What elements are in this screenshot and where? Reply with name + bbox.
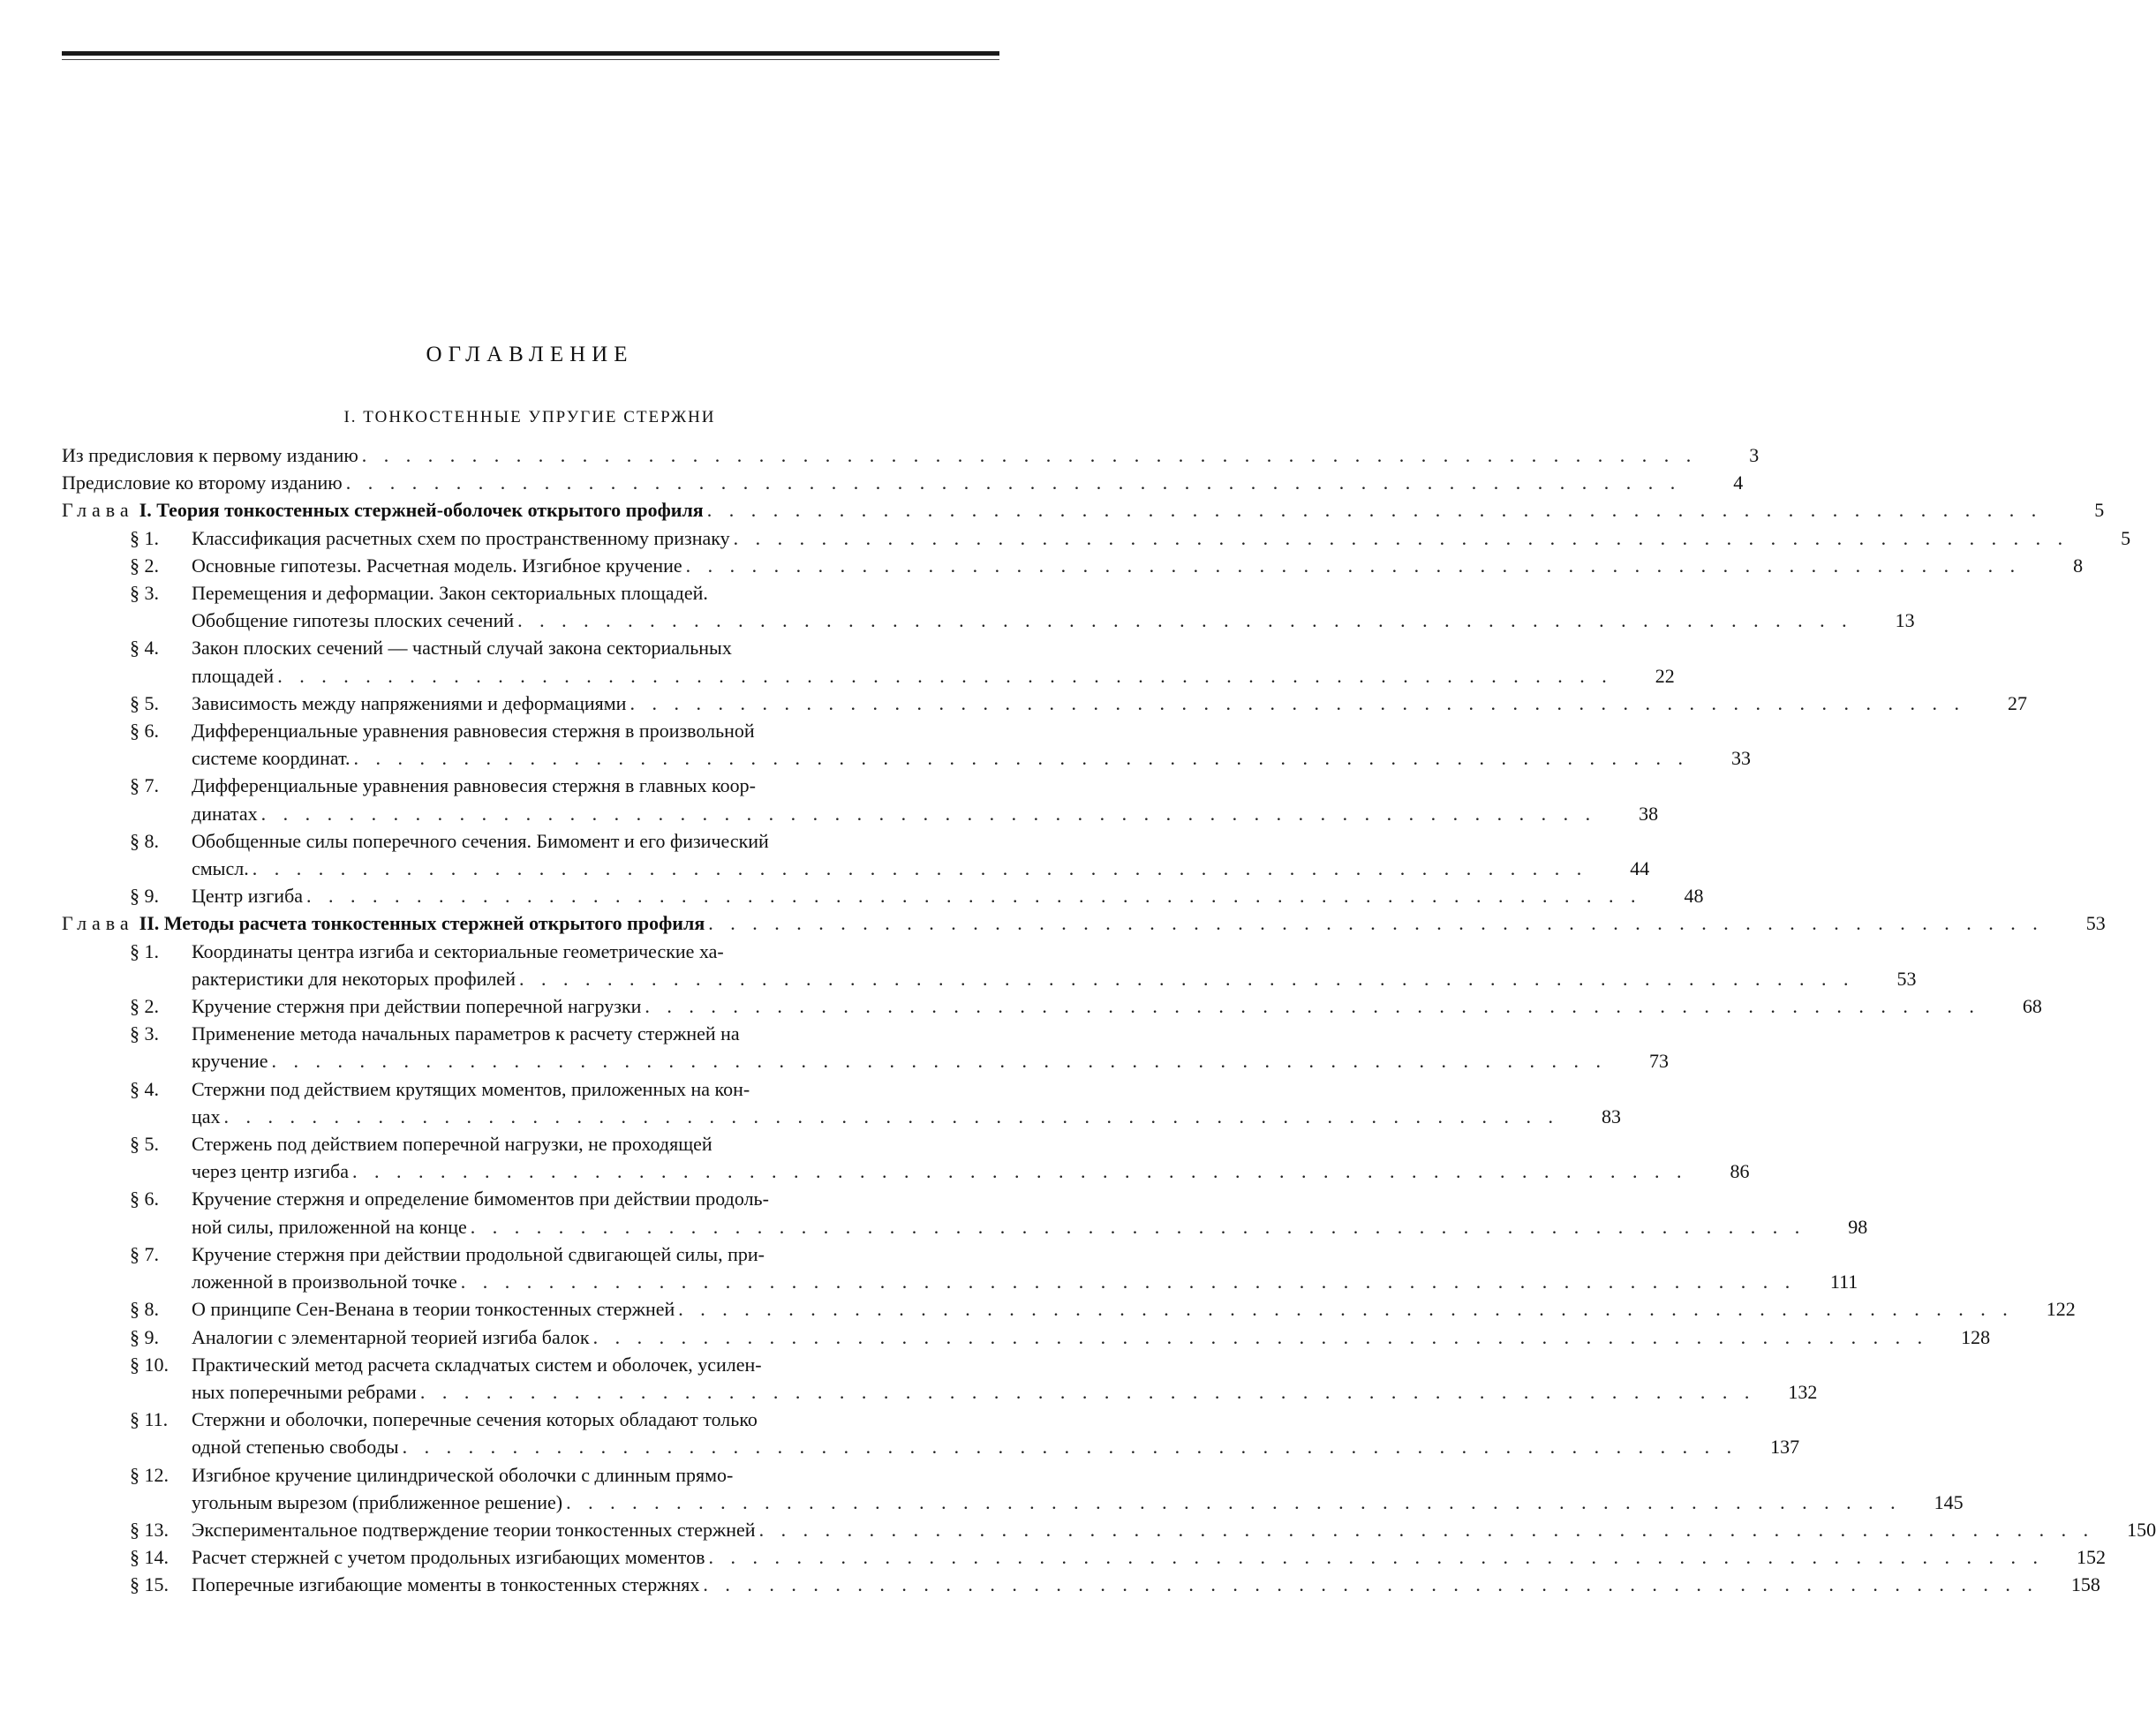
page-number: 5 — [2094, 499, 2105, 522]
toc-section — [62, 634, 1675, 689]
leader-dots: . . . . . . . . . . . . . . . . . . . . . . . . . . . . . . . . . . . . . . . . . . . . . . . . . . . . . . . . . . . . . — [758, 1518, 2095, 1541]
entry-text: Стержни и оболочки, поперечные сечения которых обладают только — [192, 1408, 758, 1431]
entry-text: Стержни под действием крутящих моментов, приложенных на кон- — [192, 1077, 750, 1100]
section-number: § 8. — [130, 829, 159, 852]
entry-text: Центр изгиба — [192, 885, 304, 908]
leader-dots: . . . . . . . . . . . . . . . . . . . . . . . . . . . . . . . . . . . . . . . . . . . . . . . . . . . . . . . . . . . . . — [629, 691, 1965, 714]
entry-text: I. Теория тонкостенных стержней-оболочек открытого профиля — [139, 499, 704, 522]
page-number: 38 — [1639, 802, 1659, 825]
leader-dots: . . . . . . . . . . . . . . . . . . . . . . . . . . . . . . . . . . . . . . . . . . . . . . . . . . . . . . . . . . . . . — [260, 802, 1597, 825]
toc-section — [62, 1185, 1868, 1240]
leader-dots: . . . . . . . . . . . . . . . . . . . . . . . . . . . . . . . . . . . . . . . . . . . . . . . . . . . . . . . . . . . . . — [703, 1573, 2039, 1596]
page-number: 132 — [1788, 1380, 1818, 1403]
leader-dots: . . . . . . . . . . . . . . . . . . . . . . . . . . . . . . . . . . . . . . . . . . . . . . . . . . . . . . . . . . . . . — [645, 995, 1980, 1018]
leader-dots: . . . . . . . . . . . . . . . . . . . . . . . . . . . . . . . . . . . . . . . . . . . . . . . . . . . . . . . . . . . . . — [402, 1436, 1738, 1459]
toc-section — [62, 772, 1659, 826]
section-number: § 4. — [130, 1077, 159, 1100]
page-number: 3 — [1749, 444, 1760, 466]
section-number: § 7. — [130, 1242, 159, 1265]
page-number: 13 — [1895, 609, 1915, 632]
chapter-label: Глава — [62, 499, 134, 522]
toc-section — [62, 882, 1704, 909]
entry-text: Кручение стержня и определение бимоментов при действии продоль- — [192, 1188, 769, 1210]
leader-dots: . . . . . . . . . . . . . . . . . . . . . . . . . . . . . . . . . . . . . . . . . . . . . . . . . . . . . . . . . . . . . — [678, 1298, 2014, 1321]
entry-text: Закон плоских сечений — частный случай закона секториальных — [192, 637, 732, 660]
leader-dots: . . . . . . . . . . . . . . . . . . . . . . . . . . . . . . . . . . . . . . . . . . . . . . . . . . . . . . . . . . . . . — [470, 1215, 1806, 1238]
section-number: § 6. — [130, 1188, 159, 1210]
entry-text: системе координат. — [192, 747, 351, 770]
entry-text: угольным вырезом (приближенное решение) — [192, 1490, 563, 1513]
entry-text: Кручение стержня при действии поперечной нагрузки — [192, 995, 642, 1018]
page-number: 8 — [2073, 554, 2084, 577]
section-number: § 14. — [130, 1546, 169, 1569]
leader-dots: . . . . . . . . . . . . . . . . . . . . . . . . . . . . . . . . . . . . . . . . . . . . . . . . . . . . . . . . . . . . . — [566, 1490, 1902, 1513]
toc-section — [62, 1406, 1800, 1460]
toc-section — [62, 992, 2042, 1020]
entry-text: рактеристики для некоторых профилей — [192, 967, 516, 990]
page-number: 73 — [1649, 1050, 1670, 1073]
toc-section — [62, 1351, 1818, 1406]
section-number: § 8. — [130, 1298, 159, 1321]
entry-text: Из предисловия к первому изданию — [62, 444, 358, 466]
toc-section — [62, 1295, 2076, 1323]
table-of-contents — [62, 441, 2156, 1599]
leader-dots: . . . . . . . . . . . . . . . . . . . . . . . . . . . . . . . . . . . . . . . . . . . . . . . . . . . . . . . . . . . . . — [708, 912, 2044, 935]
toc-section — [62, 1543, 2106, 1571]
leader-dots: . . . . . . . . . . . . . . . . . . . . . . . . . . . . . . . . . . . . . . . . . . . . . . . . . . . . . . . . . . . . . — [271, 1050, 1608, 1073]
page-number: 122 — [2046, 1298, 2076, 1321]
page-number: 48 — [1684, 885, 1704, 908]
section-number: § 15. — [130, 1573, 169, 1596]
toc-entry — [62, 469, 1744, 496]
entry-text: площадей — [192, 664, 275, 687]
entry-text: Практический метод расчета складчатых систем и оболочек, усилен- — [192, 1353, 762, 1376]
leader-dots: . . . . . . . . . . . . . . . . . . . . . . . . . . . . . . . . . . . . . . . . . . . . . . . . . . . . . . . . . . . . . — [351, 1160, 1688, 1183]
toc-section — [62, 1516, 2156, 1543]
leader-dots: . . . . . . . . . . . . . . . . . . . . . . . . . . . . . . . . . . . . . . . . . . . . . . . . . . . . . . . . . . . . . — [361, 444, 1698, 466]
toc-section — [62, 1241, 1858, 1295]
section-number: § 11. — [130, 1408, 169, 1431]
page-title: ОГЛАВЛЕНИЕ — [426, 343, 634, 366]
entry-text: Обобщение гипотезы плоских сечений — [192, 609, 515, 632]
top-rule-thin — [62, 59, 999, 60]
section-number: § 1. — [130, 526, 159, 549]
toc-section — [62, 690, 2027, 717]
section-number: § 9. — [130, 1325, 159, 1348]
toc-entry — [62, 441, 1760, 469]
toc-section — [62, 1130, 1750, 1185]
toc-section — [62, 1020, 1670, 1075]
section-number: § 2. — [130, 995, 159, 1018]
leader-dots: . . . . . . . . . . . . . . . . . . . . . . . . . . . . . . . . . . . . . . . . . . . . . . . . . . . . . . . . . . . . . — [685, 554, 2022, 577]
leader-dots: . . . . . . . . . . . . . . . . . . . . . . . . . . . . . . . . . . . . . . . . . . . . . . . . . . . . . . . . . . . . . — [708, 1546, 2044, 1569]
page-number: 27 — [2007, 691, 2027, 714]
entry-text: Расчет стержней с учетом продольных изгибающих моментов — [192, 1546, 705, 1569]
toc-section — [62, 524, 2131, 552]
entry-text: Перемещения и деформации. Закон секториальных площадей. — [192, 582, 708, 605]
entry-text: II. Методы расчета тонкостенных стержней открытого профиля — [139, 912, 705, 935]
entry-text: Классификация расчетных схем по пространственному признаку — [192, 526, 730, 549]
chapter-label: Глава — [62, 912, 134, 935]
leader-dots: . . . . . . . . . . . . . . . . . . . . . . . . . . . . . . . . . . . . . . . . . . . . . . . . . . . . . . . . . . . . . — [733, 526, 2069, 549]
section-number: § 12. — [130, 1463, 169, 1486]
section-number: § 4. — [130, 637, 159, 660]
toc-section — [62, 827, 1650, 882]
part-heading: I. ТОНКОСТЕННЫЕ УПРУГИЕ СТЕРЖНИ — [343, 408, 716, 426]
leader-dots: . . . . . . . . . . . . . . . . . . . . . . . . . . . . . . . . . . . . . . . . . . . . . . . . . . . . . . . . . . . . . — [518, 967, 1855, 990]
page-number: 98 — [1848, 1215, 1868, 1238]
section-number: § 5. — [130, 1133, 159, 1156]
toc-section — [62, 552, 2084, 579]
toc-chapter — [62, 496, 2105, 524]
entry-text: О принципе Сен-Венана в теории тонкостенных стержней — [192, 1298, 675, 1321]
section-number: § 5. — [130, 691, 159, 714]
entry-text: Координаты центра изгиба и секториальные геометрические ха- — [192, 939, 724, 962]
section-number: § 6. — [130, 720, 159, 743]
page-number: 44 — [1630, 857, 1650, 880]
section-number: § 13. — [130, 1518, 169, 1541]
entry-text: цах — [192, 1105, 221, 1127]
entry-text: Экспериментальное подтверждение теории тонкостенных стержней — [192, 1518, 756, 1541]
top-rule — [62, 51, 999, 56]
toc-section — [62, 579, 1915, 634]
page-number: 83 — [1602, 1105, 1622, 1127]
toc-section — [62, 1571, 2100, 1598]
toc-section — [62, 938, 1917, 992]
toc-chapter — [62, 909, 2106, 937]
entry-text: Зависимость между напряжениями и деформациями — [192, 691, 627, 714]
entry-text: Изгибное кручение цилиндрической оболочки с длинным прямо- — [192, 1463, 734, 1486]
page-number: 4 — [1733, 471, 1744, 494]
leader-dots: . . . . . . . . . . . . . . . . . . . . . . . . . . . . . . . . . . . . . . . . . . . . . . . . . . . . . . . . . . . . . — [277, 664, 1613, 687]
page-number: 68 — [2022, 995, 2042, 1018]
toc-section — [62, 1324, 1991, 1351]
entry-text: одной степенью свободы — [192, 1436, 399, 1459]
entry-text: динатах — [192, 802, 258, 825]
entry-text: Стержень под действием поперечной нагрузки, не проходящей — [192, 1133, 712, 1156]
toc-section — [62, 717, 1752, 772]
entry-text: Применение метода начальных параметров к расчету стержней на — [192, 1022, 740, 1045]
section-number: § 10. — [130, 1353, 169, 1376]
page-number: 152 — [2077, 1546, 2106, 1569]
leader-dots: . . . . . . . . . . . . . . . . . . . . . . . . . . . . . . . . . . . . . . . . . . . . . . . . . . . . . . . . . . . . . — [345, 471, 1682, 494]
section-number: § 7. — [130, 774, 159, 797]
leader-dots: . . . . . . . . . . . . . . . . . . . . . . . . . . . . . . . . . . . . . . . . . . . . . . . . . . . . . . . . . . . . . — [419, 1380, 1756, 1403]
page-number: 53 — [1896, 967, 1917, 990]
section-number: § 2. — [130, 554, 159, 577]
page-number: 111 — [1829, 1271, 1858, 1293]
entry-text: ложенной в произвольной точке — [192, 1271, 457, 1293]
entry-text: Аналогии с элементарной теорией изгиба балок — [192, 1325, 590, 1348]
page-number: 5 — [2121, 526, 2131, 549]
section-number: § 9. — [130, 885, 159, 908]
leader-dots: . . . . . . . . . . . . . . . . . . . . . . . . . . . . . . . . . . . . . . . . . . . . . . . . . . . . . . . . . . . . . — [252, 857, 1588, 880]
section-number: § 1. — [130, 939, 159, 962]
entry-text: Дифференциальные уравнения равновесия стержня в главных коор- — [192, 774, 756, 797]
entry-text: смысл. — [192, 857, 249, 880]
page-number: 145 — [1934, 1490, 1964, 1513]
page-number: 53 — [2085, 912, 2106, 935]
entry-text: Дифференциальные уравнения равновесия стержня в произвольной — [192, 720, 755, 743]
section-number: § 3. — [130, 582, 159, 605]
leader-dots: . . . . . . . . . . . . . . . . . . . . . . . . . . . . . . . . . . . . . . . . . . . . . . . . . . . . . . . . . . . . . — [592, 1325, 1929, 1348]
page-number: 137 — [1770, 1436, 1800, 1459]
leader-dots: . . . . . . . . . . . . . . . . . . . . . . . . . . . . . . . . . . . . . . . . . . . . . . . . . . . . . . . . . . . . . — [353, 747, 1690, 770]
page-number: 158 — [2070, 1573, 2100, 1596]
leader-dots: . . . . . . . . . . . . . . . . . . . . . . . . . . . . . . . . . . . . . . . . . . . . . . . . . . . . . . . . . . . . . — [460, 1271, 1797, 1293]
page-number: 33 — [1731, 747, 1752, 770]
entry-text: Кручение стержня при действии продольной сдвигающей силы, при- — [192, 1242, 765, 1265]
toc-section — [62, 1461, 1964, 1516]
page-number: 150 — [2127, 1518, 2156, 1541]
page-number: 128 — [1961, 1325, 1991, 1348]
entry-text: Предисловие ко второму изданию — [62, 471, 343, 494]
entry-text: ных поперечными ребрами — [192, 1380, 417, 1403]
entry-text: кручение — [192, 1050, 268, 1073]
entry-text: через центр изгиба — [192, 1160, 349, 1183]
leader-dots: . . . . . . . . . . . . . . . . . . . . . . . . . . . . . . . . . . . . . . . . . . . . . . . . . . . . . . . . . . . . . — [706, 499, 2043, 522]
entry-text: Поперечные изгибающие моменты в тонкостенных стержнях — [192, 1573, 700, 1596]
page-number: 86 — [1730, 1160, 1750, 1183]
entry-text: Основные гипотезы. Расчетная модель. Изгибное кручение — [192, 554, 682, 577]
entry-text: ной силы, приложенной на конце — [192, 1215, 467, 1238]
page-number: 22 — [1655, 664, 1675, 687]
leader-dots: . . . . . . . . . . . . . . . . . . . . . . . . . . . . . . . . . . . . . . . . . . . . . . . . . . . . . . . . . . . . . — [306, 885, 1642, 908]
toc-section — [62, 1075, 1622, 1130]
entry-text: Обобщенные силы поперечного сечения. Бимомент и его физический — [192, 829, 769, 852]
leader-dots: . . . . . . . . . . . . . . . . . . . . . . . . . . . . . . . . . . . . . . . . . . . . . . . . . . . . . . . . . . . . . — [223, 1105, 1560, 1127]
leader-dots: . . . . . . . . . . . . . . . . . . . . . . . . . . . . . . . . . . . . . . . . . . . . . . . . . . . . . . . . . . . . . — [517, 609, 1853, 632]
section-number: § 3. — [130, 1022, 159, 1045]
